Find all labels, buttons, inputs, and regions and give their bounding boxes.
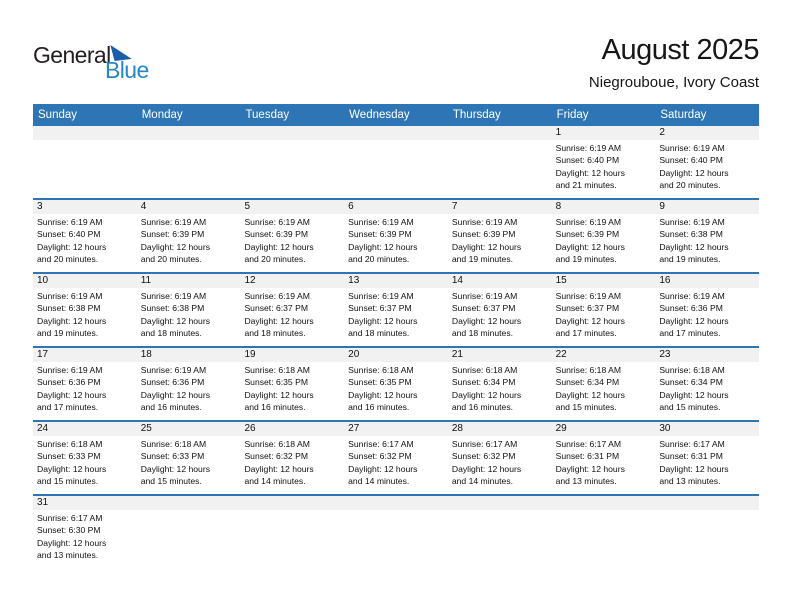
day-detail-line: and 15 minutes. [37,476,99,487]
day-detail-line: Sunset: 6:32 PM [451,451,516,462]
week-number-band [33,348,759,362]
day-detail-line: Sunrise: 6:18 AM [659,365,725,375]
day-detail-line: Daylight: 12 hours [140,315,210,326]
weekday-thursday: Thursday [452,109,501,121]
day-detail-line: and 16 minutes. [244,402,306,413]
weekday-wednesday: Wednesday [349,109,410,121]
day-detail-line: Daylight: 12 hours [451,315,522,326]
day-detail-line: Sunrise: 6:19 AM [140,291,207,301]
day-detail-line: Daylight: 12 hours [244,315,314,326]
day-detail-line: Sunset: 6:32 PM [244,451,308,462]
day-detail-line: Sunrise: 6:19 AM [451,291,518,301]
day-number: 2 [659,127,665,138]
day-number: 30 [659,423,671,434]
week-details-band [33,288,759,346]
day-cell [552,510,656,568]
day-detail-line: Daylight: 12 hours [555,463,625,474]
day-detail-line: Daylight: 12 hours [659,315,729,326]
weekday-saturday: Saturday [660,109,707,121]
day-detail-line: Sunset: 6:36 PM [37,377,101,388]
day-cell [344,288,448,346]
day-number: 11 [140,275,152,286]
day-detail-line: Sunrise: 6:17 AM [348,439,414,449]
day-cell [344,214,448,272]
day-number [655,496,759,510]
day-detail-line: Sunset: 6:32 PM [348,451,412,462]
calendar-header [33,0,759,104]
day-detail-line: Sunrise: 6:19 AM [659,217,725,227]
day-number: 31 [37,497,49,508]
day-number: 22 [555,349,567,360]
page-title: August 2025 [601,34,759,66]
day-number: 3 [37,201,43,212]
day-cell [137,510,241,568]
day-detail-line: Sunrise: 6:19 AM [37,365,103,375]
day-number: 8 [555,201,562,212]
day-number [344,496,448,510]
day-detail-line: Daylight: 12 hours [244,389,314,400]
day-cell [655,214,759,272]
day-detail-line: Daylight: 12 hours [348,463,418,474]
day-cell [33,288,137,346]
general-blue-logo [33,44,149,82]
day-detail-line: Sunset: 6:35 PM [244,377,308,388]
week-row [33,496,759,568]
day-detail-line: Sunset: 6:34 PM [451,377,516,388]
title-block [589,34,759,91]
logo-text-general: General [33,42,111,68]
day-detail-line: Sunset: 6:40 PM [555,155,620,166]
day-number: 5 [244,201,250,212]
day-number: 19 [244,349,256,360]
day-detail-line: and 19 minutes. [37,328,99,339]
day-detail-line: Daylight: 12 hours [451,463,522,474]
page-subtitle: Niegrouboue, Ivory Coast [588,74,759,91]
day-cell [33,362,137,420]
day-detail-line: Daylight: 12 hours [555,241,625,252]
day-detail-line: Sunrise: 6:19 AM [348,291,414,301]
day-detail-line: Sunrise: 6:19 AM [659,291,725,301]
day-detail-line: Daylight: 12 hours [555,167,625,178]
day-detail-line: Sunrise: 6:19 AM [555,143,622,153]
day-detail-line: and 18 minutes. [451,328,514,339]
day-cell [33,436,137,494]
week-details-band [33,214,759,272]
week-number-band [33,200,759,214]
day-detail-line: Daylight: 12 hours [37,463,107,474]
day-detail-line: Sunrise: 6:19 AM [348,217,414,227]
day-detail-line: Sunset: 6:38 PM [659,229,723,240]
week-number-band [33,422,759,436]
day-detail-line: Sunrise: 6:18 AM [140,439,207,449]
day-number: 20 [348,349,360,360]
day-number: 24 [37,423,49,434]
day-number [240,496,344,510]
day-number: 29 [555,423,567,434]
logo-text-blue: Blue [105,57,149,83]
day-detail-line: and 13 minutes. [555,476,617,487]
day-number: 18 [140,349,152,360]
day-number: 7 [451,201,458,212]
day-cell [137,140,241,198]
day-cell [448,510,552,568]
day-detail-line: Sunrise: 6:18 AM [451,365,518,375]
day-detail-line: Daylight: 12 hours [37,241,107,252]
day-detail-line: Daylight: 12 hours [37,389,107,400]
day-cell [552,436,656,494]
day-number [240,126,344,140]
day-cell [240,436,344,494]
weekday-sunday: Sunday [38,109,78,121]
day-detail-line: and 20 minutes. [37,254,99,265]
day-cell [448,362,552,420]
day-detail-line: Sunrise: 6:19 AM [140,365,207,375]
day-detail-line: and 17 minutes. [37,402,99,413]
day-detail-line: and 13 minutes. [659,476,721,487]
day-number: 28 [451,423,463,434]
week-details-band [33,140,759,198]
day-cell [448,288,552,346]
day-number: 14 [451,275,463,286]
day-number: 17 [37,349,49,360]
day-detail-line: and 18 minutes. [140,328,202,339]
day-cell [655,140,759,198]
day-cell [33,140,137,198]
day-detail-line: and 21 minutes. [555,180,617,191]
week-details-band [33,510,759,568]
day-detail-line: Sunrise: 6:19 AM [659,143,725,153]
day-number [344,126,448,140]
day-detail-line: Sunset: 6:31 PM [555,451,620,462]
day-cell [552,288,656,346]
day-detail-line: Sunset: 6:40 PM [659,155,723,166]
day-number [137,126,241,140]
day-number [448,496,552,510]
week-row [33,126,759,200]
day-cell [137,362,241,420]
day-cell [240,288,344,346]
day-detail-line: Sunset: 6:34 PM [555,377,620,388]
weekday-tuesday: Tuesday [245,109,290,121]
day-detail-line: Sunrise: 6:19 AM [140,217,207,227]
day-cell [137,288,241,346]
weekday-header-row [33,104,759,126]
day-detail-line: and 20 minutes. [659,180,721,191]
day-detail-line: Sunrise: 6:19 AM [555,291,622,301]
day-detail-line: Sunrise: 6:19 AM [244,217,310,227]
day-detail-line: Sunset: 6:37 PM [451,303,516,314]
day-detail-line: Sunset: 6:37 PM [348,303,412,314]
day-cell [448,214,552,272]
day-detail-line: Daylight: 12 hours [140,241,210,252]
day-number [448,126,552,140]
day-detail-line: Sunset: 6:38 PM [37,303,101,314]
day-number: 1 [555,127,562,138]
day-detail-line: Daylight: 12 hours [37,315,107,326]
day-detail-line: Sunset: 6:37 PM [555,303,620,314]
day-detail-line: and 20 minutes. [348,254,410,265]
day-detail-line: Daylight: 12 hours [140,389,210,400]
day-detail-line: Sunset: 6:37 PM [244,303,308,314]
day-detail-line: Sunset: 6:30 PM [37,525,101,536]
week-details-band [33,362,759,420]
day-detail-line: Daylight: 12 hours [348,241,418,252]
day-detail-line: Sunrise: 6:19 AM [555,217,622,227]
day-detail-line: Sunrise: 6:18 AM [348,365,414,375]
day-cell [240,362,344,420]
day-detail-line: Daylight: 12 hours [244,463,314,474]
day-number: 13 [348,275,360,286]
day-detail-line: Daylight: 12 hours [451,389,522,400]
weekday-friday: Friday [556,109,589,121]
day-detail-line: and 16 minutes. [348,402,410,413]
day-detail-line: Daylight: 12 hours [659,389,729,400]
day-detail-line: Sunrise: 6:19 AM [451,217,518,227]
day-detail-line: Daylight: 12 hours [37,537,107,548]
day-detail-line: Sunrise: 6:17 AM [659,439,725,449]
day-detail-line: Sunset: 6:34 PM [659,377,723,388]
calendar-content [33,0,759,568]
day-detail-line: Sunrise: 6:17 AM [37,513,103,523]
day-cell [552,362,656,420]
week-row [33,200,759,274]
day-detail-line: Daylight: 12 hours [348,389,418,400]
day-detail-line: and 18 minutes. [348,328,410,339]
day-detail-line: and 14 minutes. [348,476,410,487]
day-number [33,126,137,140]
day-detail-line: and 20 minutes. [140,254,202,265]
week-number-band [33,496,759,510]
day-detail-line: and 15 minutes. [555,402,617,413]
day-detail-line: Sunset: 6:33 PM [37,451,101,462]
day-detail-line: Sunset: 6:39 PM [555,229,620,240]
day-cell [33,510,137,568]
day-detail-line: Sunset: 6:36 PM [659,303,723,314]
day-detail-line: and 13 minutes. [37,550,99,561]
day-detail-line: Daylight: 12 hours [659,463,729,474]
day-detail-line: Daylight: 12 hours [348,315,418,326]
day-cell [552,214,656,272]
day-detail-line: and 16 minutes. [451,402,514,413]
day-detail-line: Daylight: 12 hours [555,315,625,326]
day-detail-line: and 14 minutes. [451,476,514,487]
weekday-monday: Monday [141,109,183,121]
day-detail-line: Sunset: 6:39 PM [140,229,205,240]
day-cell [137,436,241,494]
day-number: 16 [659,275,671,286]
week-row [33,422,759,496]
day-cell [240,510,344,568]
day-detail-line: and 19 minutes. [659,254,721,265]
day-cell [448,140,552,198]
day-detail-line: Sunset: 6:35 PM [348,377,412,388]
week-row [33,274,759,348]
day-detail-line: Sunrise: 6:18 AM [244,365,310,375]
day-number [552,496,656,510]
day-number: 21 [451,349,463,360]
day-cell [240,140,344,198]
day-cell [655,362,759,420]
day-cell [448,436,552,494]
day-number: 15 [555,275,567,286]
day-detail-line: Sunset: 6:31 PM [659,451,723,462]
day-cell [344,510,448,568]
day-cell [33,214,137,272]
day-cell [655,436,759,494]
day-detail-line: Daylight: 12 hours [659,241,729,252]
day-detail-line: Sunset: 6:38 PM [140,303,205,314]
day-detail-line: and 15 minutes. [140,476,202,487]
week-number-band [33,126,759,140]
day-detail-line: Sunset: 6:39 PM [451,229,516,240]
day-number: 9 [659,201,665,212]
day-number: 6 [348,201,354,212]
day-number: 10 [37,275,49,286]
day-detail-line: and 17 minutes. [659,328,721,339]
day-detail-line: and 16 minutes. [140,402,202,413]
day-number [137,496,241,510]
day-detail-line: Sunrise: 6:19 AM [37,291,103,301]
day-detail-line: Sunrise: 6:17 AM [555,439,622,449]
day-number: 27 [348,423,360,434]
week-details-band [33,436,759,494]
day-cell [240,214,344,272]
day-number: 12 [244,275,256,286]
day-detail-line: Daylight: 12 hours [659,167,729,178]
day-cell [655,288,759,346]
day-detail-line: Sunrise: 6:19 AM [244,291,310,301]
day-detail-line: Sunset: 6:33 PM [140,451,205,462]
day-detail-line: Daylight: 12 hours [244,241,314,252]
day-detail-line: Sunset: 6:40 PM [37,229,101,240]
day-cell [137,214,241,272]
day-number: 4 [140,201,147,212]
day-detail-line: and 17 minutes. [555,328,617,339]
week-row [33,348,759,422]
day-number: 25 [140,423,152,434]
day-detail-line: Sunset: 6:36 PM [140,377,205,388]
day-detail-line: and 15 minutes. [659,402,721,413]
day-detail-line: Daylight: 12 hours [555,389,625,400]
day-number: 26 [244,423,256,434]
day-cell [344,362,448,420]
day-detail-line: Sunset: 6:39 PM [244,229,308,240]
weeks [33,126,759,568]
day-detail-line: and 14 minutes. [244,476,306,487]
day-detail-line: and 18 minutes. [244,328,306,339]
day-detail-line: Sunrise: 6:17 AM [451,439,518,449]
day-detail-line: Sunrise: 6:18 AM [244,439,310,449]
day-cell [552,140,656,198]
day-cell [344,140,448,198]
day-detail-line: and 20 minutes. [244,254,306,265]
day-detail-line: Sunset: 6:39 PM [348,229,412,240]
day-detail-line: Sunrise: 6:18 AM [37,439,103,449]
day-detail-line: Daylight: 12 hours [140,463,210,474]
day-detail-line: and 19 minutes. [555,254,617,265]
day-cell [655,510,759,568]
day-cell [344,436,448,494]
week-number-band [33,274,759,288]
day-number: 23 [659,349,671,360]
day-detail-line: Sunrise: 6:19 AM [37,217,103,227]
day-detail-line: Sunrise: 6:18 AM [555,365,622,375]
day-detail-line: and 19 minutes. [451,254,514,265]
day-detail-line: Daylight: 12 hours [451,241,522,252]
